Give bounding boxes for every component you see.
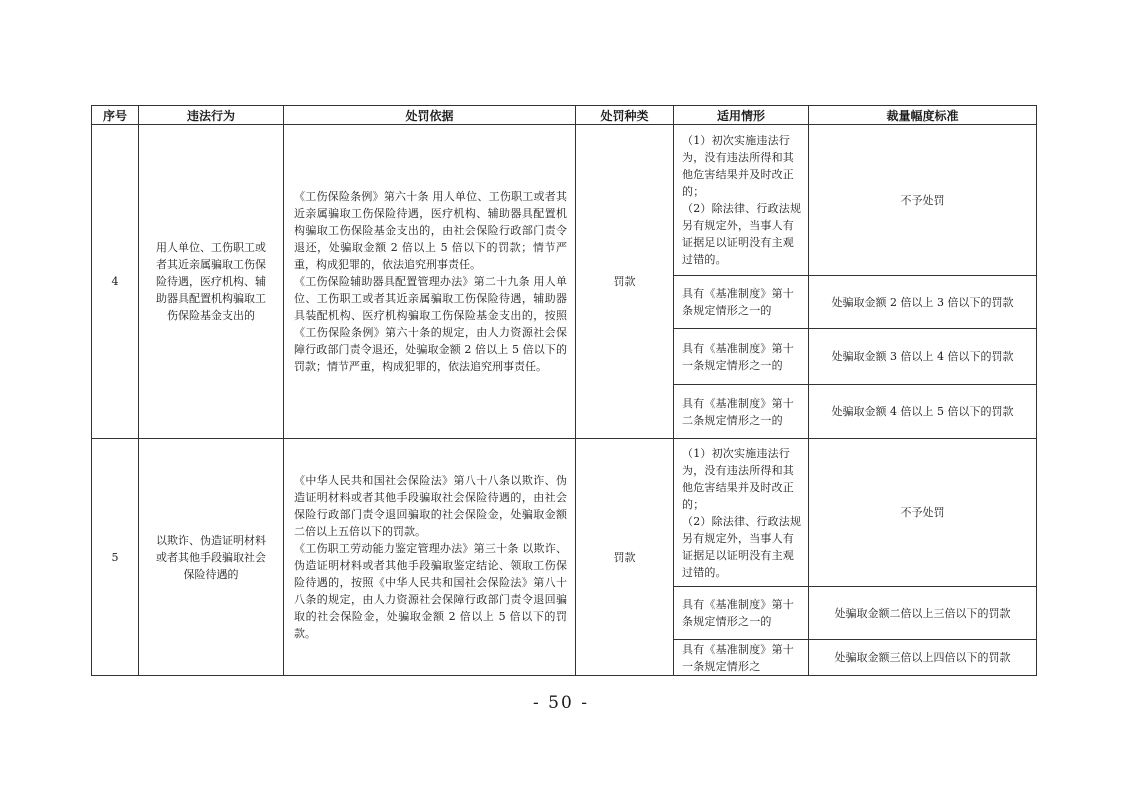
- header-violation: 违法行为: [139, 106, 284, 125]
- penalty-basis-text: [284, 439, 576, 676]
- table-row: [92, 439, 1037, 587]
- violation-text: 以欺诈、伪造证明材料或者其他手段骗取社会保险待遇的: [139, 439, 284, 676]
- page-number: - 50 -: [533, 693, 589, 713]
- header-discretion-standard: 裁量幅度标准: [809, 106, 1037, 125]
- condition-cell: 具有《基准制度》第十一条规定情形之一的: [674, 329, 809, 385]
- table-row: [92, 125, 1037, 276]
- serial-number: 4: [92, 125, 139, 439]
- header-penalty-basis: 处罚依据: [284, 106, 576, 125]
- standard-cell: 处骗取金额 2 倍以上 3 倍以下的罚款: [809, 276, 1037, 329]
- header-penalty-type: 处罚种类: [576, 106, 674, 125]
- standard-cell: 处骗取金额二倍以上三倍以下的罚款: [809, 587, 1037, 640]
- condition-cell: （1）初次实施违法行为，没有违法所得和其他危害结果并及时改正的； （2）除法律、行政法规另有规定外，当事人有证据足以证明没有主观过错的。: [674, 439, 809, 587]
- violation-text: 用人单位、工伤职工或者其近亲属骗取工伤保险待遇，医疗机构、辅助器具配置机构骗取工伤保险基金支出的: [139, 125, 284, 439]
- penalty-basis-text: [284, 125, 576, 439]
- condition-cell: （1）初次实施违法行为，没有违法所得和其他危害结果并及时改正的； （2）除法律、行政法规另有规定外，当事人有证据足以证明没有主观过错的。: [674, 125, 809, 276]
- header-applicable-situation: 适用情形: [674, 106, 809, 125]
- header-serial-number: 序号: [92, 106, 139, 125]
- standard-cell: 处骗取金额 4 倍以上 5 倍以下的罚款: [809, 385, 1037, 439]
- standard-cell: 处骗取金额三倍以上四倍以下的罚款: [809, 640, 1037, 676]
- penalty-basis-content: 《工伤保险条例》第六十条 用人单位、工伤职工或者其近亲属骗取工伤保险待遇，医疗机构、辅助器具配置机构骗取工伤保险基金支出的，由社会保险行政部门责令退还，处骗取金额 2 倍以上 5 倍以下的罚款；情节严重，构成犯罪的，依法追究刑事责任。 《工伤保险辅助器具配置管理办法》第二十九条 用人单位、工伤职工或者其近亲属骗取工伤保险待遇，辅助器具装配机构、医疗机构骗取工伤保险基金支出的，按照《工伤保险条例》第六十条的规定，由人力资源社会保障行政部门责令退还，处骗取金额 2 倍以上 5 倍以下的罚款；情节严重，构成犯罪的，依法追究刑事责任。: [294, 190, 567, 373]
- penalty-type: 罚款: [576, 439, 674, 676]
- penalty-type: 罚款: [576, 125, 674, 439]
- serial-number: 5: [92, 439, 139, 676]
- condition-cell: 具有《基准制度》第十条规定情形之一的: [674, 587, 809, 640]
- standard-cell: 不予处罚: [809, 125, 1037, 276]
- standard-cell: 不予处罚: [809, 439, 1037, 587]
- condition-cell: 具有《基准制度》第十一条规定情形之: [674, 640, 809, 676]
- penalty-basis-content: 《中华人民共和国社会保险法》第八十八条以欺诈、伪造证明材料或者其他手段骗取社会保险待遇的，由社会保险行政部门责令退回骗取的社会保险金，处骗取金额二倍以上五倍以下的罚款。 《工伤职工劳动能力鉴定管理办法》第三十条 以欺诈、伪造证明材料或者其他手段骗取鉴定结论、领取工伤保险待遇的，按照《中华人民共和国社会保险法》第八十八条的规定，由人力资源社会保障行政部门责令退回骗取的社会保险金，处骗取金额 2 倍以上 5 倍以下的罚款。: [294, 474, 567, 640]
- condition-cell: 具有《基准制度》第十条规定情形之一的: [674, 276, 809, 329]
- condition-cell: 具有《基准制度》第十二条规定情形之一的: [674, 385, 809, 439]
- header-row: [92, 106, 1037, 125]
- penalty-discretion-table: [91, 105, 1037, 676]
- standard-cell: 处骗取金额 3 倍以上 4 倍以下的罚款: [809, 329, 1037, 385]
